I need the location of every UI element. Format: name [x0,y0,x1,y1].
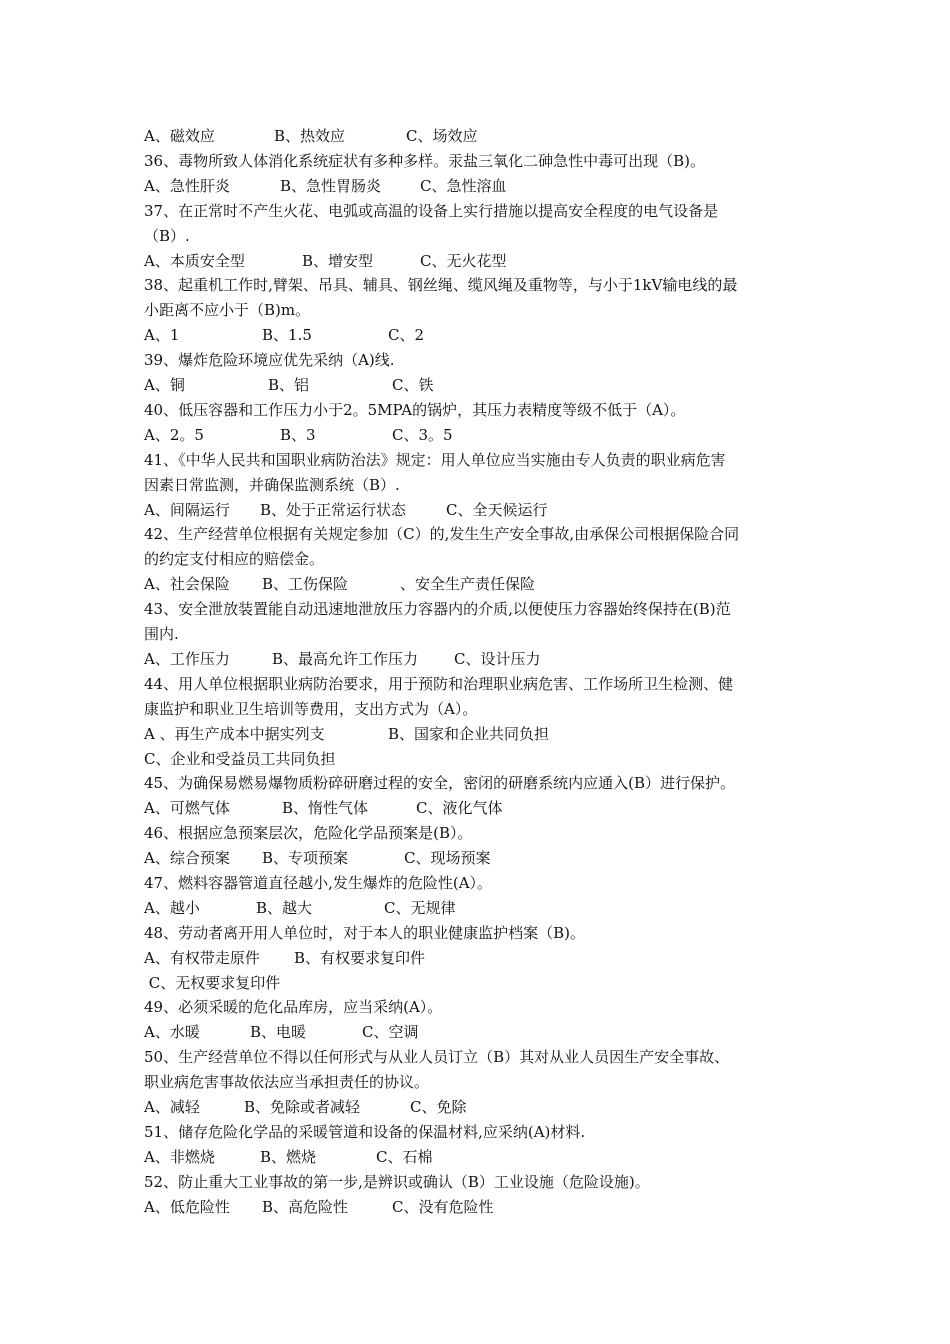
question-line: （B）. [144,226,190,245]
options-line [144,373,814,398]
option-text: C、设计压力 [454,649,541,668]
option-text: C、无规律 [384,898,456,917]
options-line [144,1095,814,1120]
options-line [144,498,814,523]
question-line: 50、生产经营单位不得以任何形式与从业人员订立（B）其对从业人员因生产安全事故、 [144,1048,730,1067]
option-text: B、国家和企业共同负担 [388,724,550,743]
option-text: A、社会保险 [144,575,230,594]
question-line: 47、燃料容器管道直径越小,发生爆炸的危险性(A）。 [144,873,493,892]
option-text: C、没有危险性 [392,1197,494,1216]
option-text: B、电暖 [250,1023,307,1042]
option-text: A、有权带走原件 [144,948,260,967]
option-text: B、工伤保险 [262,575,349,594]
question-line: 40、低压容器和工作压力小于2。5MPA的锅炉，其压力表精度等级不低于（A）。 [144,400,686,419]
option-text: A、可燃气体 [144,799,230,818]
option-text: B、热效应 [274,127,346,145]
option-text: C、无权要求复印件 [144,973,281,992]
question-line: 36、毒物所致人体消化系统症状有多种多样。汞盐三氧化二砷急性中毒可出现（B)。 [144,151,705,170]
options-line [144,423,814,448]
options-line [144,174,814,199]
option-text: B、1.5 [262,326,312,345]
option-text: C、2 [388,326,425,345]
option-text: A、1 [144,326,180,345]
option-text: C、急性溶血 [420,176,507,195]
option-text: 、安全生产责任保险 [400,575,536,594]
question-line: 41、《中华人民共和国职业病防治法》规定：用人单位应当实施由专人负责的职业病危害 [144,450,726,469]
options-line [144,796,814,821]
option-text: C、石棉 [376,1147,433,1166]
option-text: B、高危险性 [262,1197,349,1216]
option-text: B、最高允许工作压力 [272,649,419,668]
option-text: C、3。5 [392,425,453,444]
option-text: B、专项预案 [262,849,349,868]
options-line [144,747,814,772]
option-text: B、急性胃肠炎 [280,176,382,195]
option-text: B、铝 [268,376,310,394]
option-text: C、液化气体 [416,799,503,818]
question-line: 46、根据应急预案层次，危险化学品预案是(B）。 [144,824,473,843]
options-line [144,722,814,747]
options-line [144,124,814,149]
options-line [144,572,814,597]
option-text: A、非燃烧 [144,1147,215,1166]
option-text: C、场效应 [406,127,478,145]
option-text: B、越大 [256,898,313,917]
question-line: 康监护和职业卫生培训等费用，支出方式为（A）。 [144,699,478,718]
option-text: C、无火花型 [420,251,507,270]
option-text: A、急性肝炎 [144,176,230,195]
option-text: B、惰性气体 [282,799,369,818]
question-line: 小距离不应小于（B)m。 [144,301,311,320]
option-text: A、综合预案 [144,849,230,868]
question-line: 43、安全泄放装置能自动迅速地泄放压力容器内的介质,以便使压力容器始终保持在(B)范 [144,600,731,619]
option-text: C、企业和受益员工共同负担 [144,749,336,768]
option-text: A、2。5 [144,425,204,444]
option-text: A、工作压力 [144,649,230,668]
options-line [144,1195,814,1220]
option-text: A、间隔运行 [144,500,230,519]
question-line: 39、爆炸危险环境应优先采纳（A)线. [144,351,395,370]
option-text: B、有权要求复印件 [294,948,426,967]
options-line [144,896,814,921]
option-text: A、减轻 [144,1098,200,1117]
question-line: 45、为确保易燃易爆物质粉碎研磨过程的安全，密闭的研磨系统内应通入(B）进行保护。 [144,774,735,793]
option-text: C、全天候运行 [446,500,548,519]
options-line [144,971,814,996]
question-line: 42、生产经营单位根据有关规定参加（C）的,发生生产安全事故,由承保公司根据保险合同 [144,525,740,544]
document-page [144,124,814,1220]
question-line: 48、劳动者离开用人单位时，对于本人的职业健康监护档案（B)。 [144,923,585,942]
option-text: C、空调 [362,1023,419,1042]
option-text: B、燃烧 [260,1147,317,1166]
options-line [144,249,814,274]
question-line: 49、必须采暖的危化品库房，应当采纳(A）。 [144,998,443,1017]
question-line: 职业病危害事故依法应当承担责任的协议。 [144,1073,430,1092]
option-text: C、现场预案 [404,849,491,868]
option-text: B、3 [280,425,316,444]
question-line: 51、储存危险化学品的采暖管道和设备的保温材料,应采纳(A)材料. [144,1122,586,1141]
question-line: 44、用人单位根据职业病防治要求，用于预防和治理职业病危害、工作场所卫生检测、健 [144,674,734,693]
option-text: C、免除 [410,1098,467,1117]
options-line [144,1145,814,1170]
question-line: 52、防止重大工业事故的第一步,是辨识或确认（B）工业设施（危险设施)。 [144,1172,650,1191]
question-line: 围内. [144,625,179,643]
question-line: 因素日常监测，并确保监测系统（B）. [144,475,400,494]
option-text: A、磁效应 [144,127,215,145]
option-text: B、增安型 [302,251,374,270]
option-text: B、处于正常运行状态 [260,500,407,519]
question-line: 38、起重机工作时,臂架、吊具、辅具、钢丝绳、缆风绳及重物等，与小于1kV输电线的最 [144,276,738,295]
option-text: A、铜 [144,376,185,394]
option-text: C、铁 [392,376,434,394]
question-line: 37、在正常时不产生火花、电弧或高温的设备上实行措施以提高安全程度的电气设备是 [144,201,719,220]
options-line [144,1020,814,1045]
options-line [144,946,814,971]
option-text: A、越小 [144,898,200,917]
question-line: 的约定支付相应的赔偿金。 [144,550,325,569]
option-text: A、本质安全型 [144,251,245,270]
options-line [144,846,814,871]
option-text: B、免除或者减轻 [244,1098,361,1117]
option-text: A 、再生产成本中据实列支 [144,724,325,743]
options-line [144,647,814,672]
option-text: A、低危险性 [144,1197,230,1216]
options-line [144,323,814,348]
option-text: A、水暖 [144,1023,200,1042]
